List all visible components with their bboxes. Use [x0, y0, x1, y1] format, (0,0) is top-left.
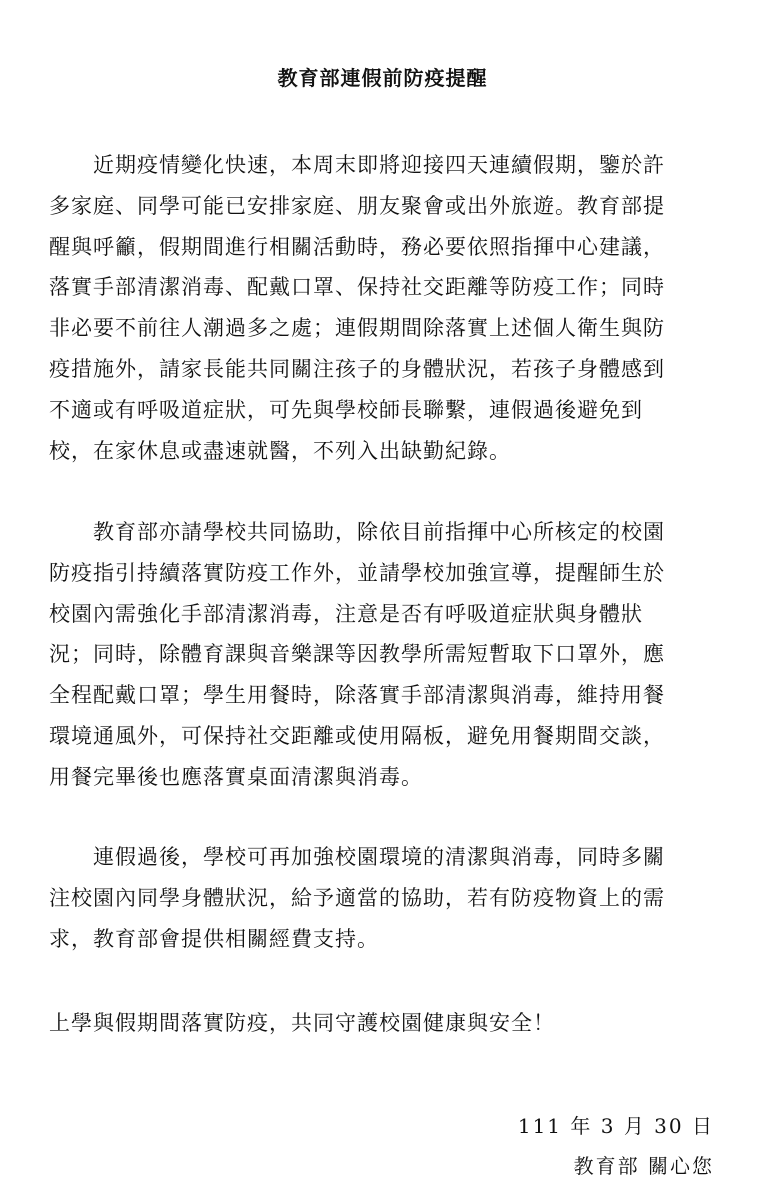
paragraph-1	[49, 145, 665, 471]
paragraph-2	[49, 512, 665, 798]
paragraph-line: 全程配戴口罩；學生用餐時，除落實手部清潔與消毒，維持用餐	[49, 683, 665, 708]
paragraph-3	[49, 837, 665, 959]
paragraph-line: 校園內需強化手部清潔消毒，注意是否有呼吸道症狀與身體狀	[49, 601, 643, 626]
paragraph-line: 落實手部清潔消毒、配戴口罩、保持社交距離等防疫工作；同時	[49, 275, 665, 300]
paragraph-line: 環境通風外，可保持社交距離或使用隔板，避免用餐期間交談，	[49, 723, 665, 748]
paragraph-line: 求，教育部會提供相關經費支持。	[49, 926, 379, 951]
paragraph-line: 防疫指引持續落實防疫工作外，並請學校加強宣導，提醒師生於	[49, 560, 665, 585]
paragraph-line: 連假過後，學校可再加強校園環境的清潔與消毒，同時多關	[93, 845, 665, 869]
paragraph-line: 近期疫情變化快速，本周末即將迎接四天連續假期，鑒於許	[93, 153, 665, 177]
closing-text: 上學與假期間落實防疫，共同守護校園健康與安全！	[49, 1011, 555, 1035]
paragraph-line: 教育部亦請學校共同協助，除依目前指揮中心所核定的校園	[93, 520, 665, 544]
paragraph-line: 醒與呼籲，假期間進行相關活動時，務必要依照指揮中心建議，	[49, 234, 665, 259]
document-signature: 教育部 關心您	[573, 1154, 714, 1178]
closing-line	[49, 1003, 555, 1044]
paragraph-line: 校，在家休息或盡速就醫，不列入出缺勤紀錄。	[49, 438, 511, 463]
document-date: 111 年 3 月 30 日	[517, 1114, 714, 1138]
paragraph-line: 不適或有呼吸道症狀，可先與學校師長聯繫，連假過後避免到	[49, 397, 643, 422]
paragraph-line: 多家庭、同學可能已安排家庭、朋友聚會或出外旅遊。教育部提	[49, 193, 665, 218]
paragraph-line: 況；同時，除體育課與音樂課等因教學所需短暫取下口罩外，應	[49, 642, 665, 667]
paragraph-line: 非必要不前往人潮過多之處；連假期間除落實上述個人衛生與防	[49, 316, 665, 341]
document-title: 教育部連假前防疫提醒	[277, 66, 488, 90]
paragraph-line: 疫措施外，請家長能共同關注孩子的身體狀況，若孩子身體感到	[49, 356, 665, 381]
paragraph-line: 注校園內同學身體狀況，給予適當的協助，若有防疫物資上的需	[49, 885, 665, 910]
paragraph-line: 用餐完畢後也應落實桌面清潔與消毒。	[49, 764, 423, 789]
